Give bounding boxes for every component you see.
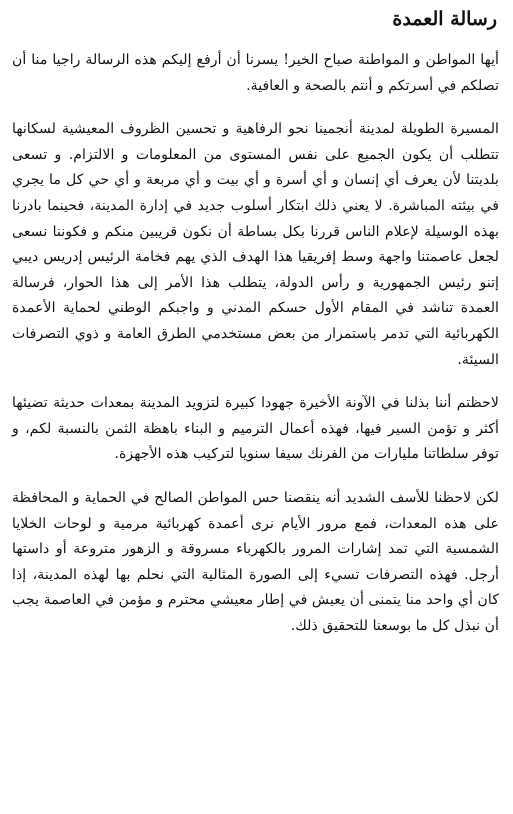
document-title: رسالة العمدة: [392, 8, 497, 30]
paragraph-greeting: أيها المواطن و المواطنة صباح الخير! يسرنا أن أرفع إليكم هذه الرسالة راجيا منا أن تصلكم في أسرتكم و أنتم بالصحة و العافية.: [12, 52, 499, 94]
paragraph-equipment: لاحظتم أننا بذلنا في الآونة الأخيرة جهودا كبيرة لتزويد المدينة بمعدات حديثة تضيئها أكثر و تؤمن السير فيها، فهذه أعمال الترميم و البناء باهظة الثمن بالنسبة لكم، و توفر سلطاتنا مليارات من الفرنك سيفا سنويا لتركيب هذه الأجهزة.: [12, 395, 499, 463]
paragraph-information: المسيرة الطويلة لمدينة أنجمينا نحو الرفاهية و تحسين الظروف المعيشية لسكانها تتطلب أن يكون الجميع على نفس المستوى من المعلومات و الالتزام. و تسعى بلديتنا لأن يعرف أي إنسان و أي أسرة و أي بيت و أي مربعة و أي حي كل ما يجري في بيئته المباشرة. لا يعني ذلك ابتكار أسلوب جديد في إدارة المدينة، فحينما بادرنا بهذه الوسيلة لإعلام الناس قررنا بكل بساطة أن نكون قريبين منكم و فكوننا نسعى لجعل عاصمتنا واجهة وسط إفريقيا هذا الهدف الذي يهم فخامة الرئيس إدريس ديبي إتنو رئيس الجمهورية و رأس الدولة، يتطلب هذا الأمر إلى هذا الحوار، فرسالة العمدة تناشد في المقام الأول حسكم المدني و واجبكم الوطني لحماية الأعمدة الكهربائية التي تدمر باستمرار من بعض مستخدمي الطرق العامة و ذوي التصرفات السيئة.: [12, 121, 499, 368]
paragraph-civic-sense: لكن لاحظنا للأسف الشديد أنه ينقصنا حس المواطن الصالح في الحماية و المحافظة على هذه المعدات، فمع مرور الأيام نرى أعمدة كهربائية مرمية و لوحات الخلايا الشمسية التي تمد إشارات المرور بالكهرباء مسروقة و الزهور متروعة أو داستها أرجل. فهذه التصرفات تسيء إلى الصورة المثالية التي نحلم بها لهذه المدينة، إذا كان أي واحد منا يتمنى أن يعيش في إطار معيشي محترم و مؤمن في العاصمة يجب أن نبذل كل ما بوسعنا للتحقيق ذلك.: [12, 489, 499, 634]
